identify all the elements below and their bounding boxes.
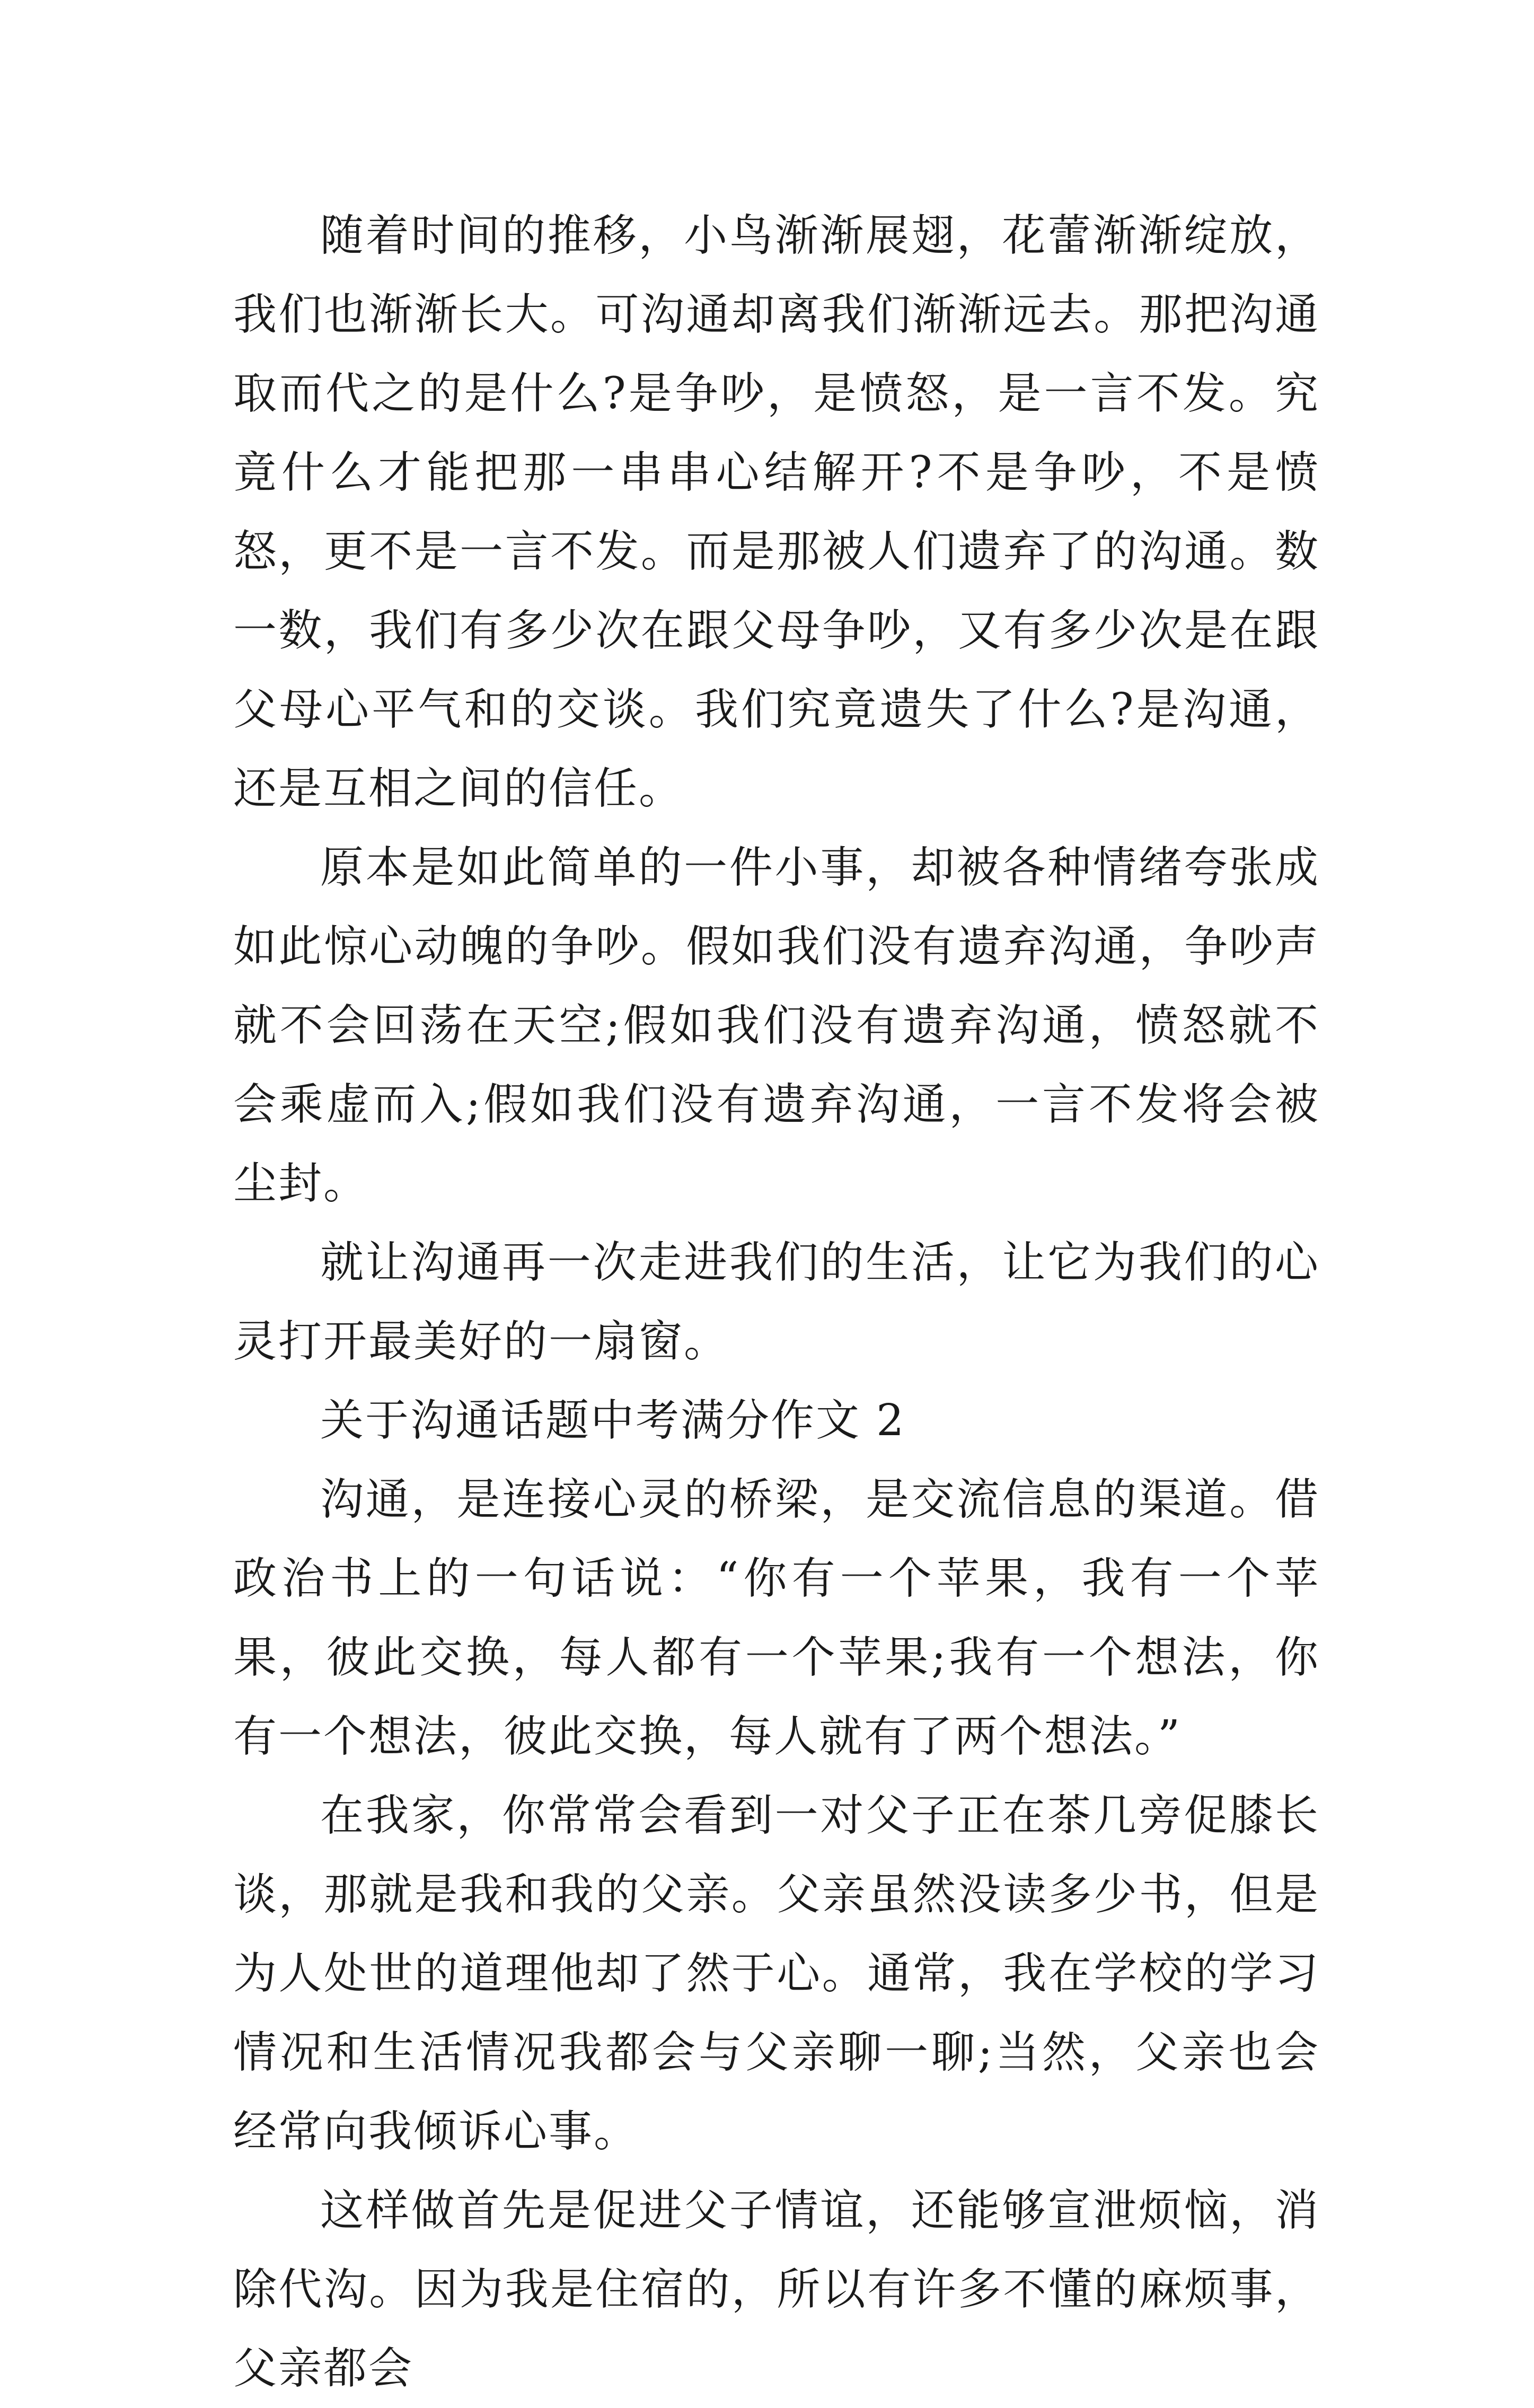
paragraph: 随着时间的推移，小鸟渐渐展翅，花蕾渐渐绽放，我们也渐渐长大。可沟通却离我们渐渐远去。那把沟通取而代之的是什么?是争吵，是愤怒，是一言不发。究竟什么才能把那一串串心结解开?不是争吵，不是愤怒，更不是一言不发。而是那被人们遗弃了的沟通。数一数，我们有多少次在跟父母争吵，又有多少次是在跟父母心平气和的交谈。我们究竟遗失了什么?是沟通，还是互相之间的信任。 [233, 210, 1320, 814]
essay-body [233, 196, 1320, 2408]
paragraph: 原本是如此简单的一件小事，却被各种情绪夸张成如此惊心动魄的争吵。假如我们没有遗弃沟通，争吵声就不会回荡在天空;假如我们没有遗弃沟通，愤怒就不会乘虚而入;假如我们没有遗弃沟通，一言不发将会被尘封。 [233, 842, 1320, 1209]
paragraph: 就让沟通再一次走进我们的生活，让它为我们的心灵打开最美好的一扇窗。 [233, 1237, 1320, 1367]
paragraph: 在我家，你常常会看到一对父子正在茶几旁促膝长谈，那就是我和我的父亲。父亲虽然没读多少书，但是为人处世的道理他却了然于心。通常，我在学校的学习情况和生活情况我都会与父亲聊一聊;当然，父亲也会经常向我倾诉心事。 [233, 1790, 1320, 2157]
essay-title: 关于沟通话题中考满分作文 2 [320, 1395, 906, 1446]
paragraph: 沟通，是连接心灵的桥梁，是交流信息的渠道。借政治书上的一句话说：“你有一个苹果，我有一个苹果，彼此交换，每人都有一个苹果;我有一个想法，你有一个想法，彼此交换，每人就有了两个想法。” [233, 1474, 1320, 1762]
paragraph: 这样做首先是促进父子情谊，还能够宣泄烦恼，消除代沟。因为我是住宿的，所以有许多不懂的麻烦事，父亲都会 [233, 2185, 1320, 2394]
